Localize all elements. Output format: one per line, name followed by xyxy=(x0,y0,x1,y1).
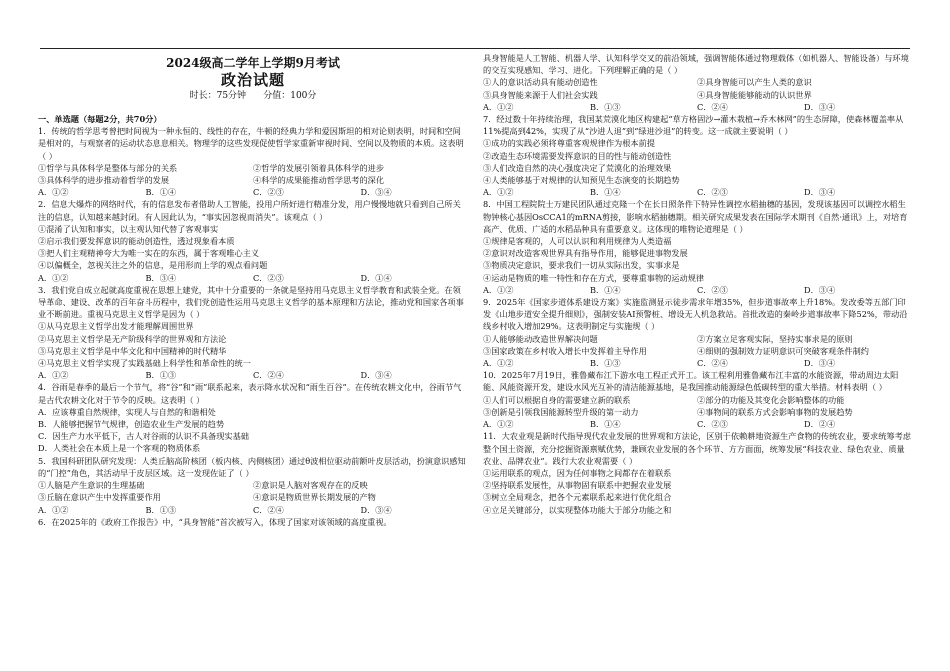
option: ③马克思主义哲学是中华文化和中国精神的时代精华 xyxy=(38,345,227,356)
option: ③人们改造自然的决心强度决定了荒漠化的治理效果 xyxy=(483,162,672,173)
option-row xyxy=(483,76,911,88)
option-row xyxy=(38,174,468,186)
choice-row xyxy=(483,418,911,430)
choice-b[interactable]: B．③④ xyxy=(145,272,177,283)
choice-b[interactable]: B．①④ xyxy=(590,284,621,295)
question-9 xyxy=(483,296,911,369)
choice-d[interactable]: D．①④ xyxy=(360,272,392,283)
question-1 xyxy=(38,125,468,198)
choice-row xyxy=(483,101,911,113)
choice-d[interactable]: D．②④ xyxy=(804,419,836,430)
question-4 xyxy=(38,381,468,454)
choice-a[interactable]: A．①② xyxy=(483,358,514,369)
choice-a[interactable]: A．①② xyxy=(483,284,514,295)
choice-d[interactable]: D．③④ xyxy=(360,187,392,198)
question-7 xyxy=(483,113,911,198)
choice-b[interactable]: B．人能够把握节气规律，创造农业生产发展的趋势 xyxy=(38,419,225,430)
question-stem: 7．经过数十年持续治理，我国某荒漠化地区构建起“草方格固沙→灌木栽植→乔木林网”的生态屏障，使森林覆盖率从11%提高到42%，实现了从“沙进人退”到“绿进沙退”的转变。这一成就主要说明（ ） xyxy=(483,114,904,137)
option: ③树立全局观念，把各个元素联系起来进行优化组合 xyxy=(483,492,672,503)
option-row xyxy=(483,394,911,406)
option-row xyxy=(38,479,468,491)
exam-title: 2024级高二学年上学期9月考试 xyxy=(166,56,340,70)
option: ①人的意识活动具有能动创造性 xyxy=(483,77,598,88)
choice-a[interactable]: A．应该尊重自然规律，实现人与自然的和谐相处 xyxy=(38,406,216,417)
choice-c[interactable]: C．②③ xyxy=(697,187,728,198)
choice-a[interactable]: A．①② xyxy=(38,370,69,381)
option: ④具身智能能够能动的认识世界 xyxy=(697,89,812,100)
option: ①运用联系的观点，因为任何事物之间都存在着联系 xyxy=(483,467,672,478)
question-6 xyxy=(38,516,468,528)
question-10 xyxy=(483,369,911,430)
choice-d[interactable]: D．③④ xyxy=(360,370,392,381)
option: ②哲学的发展引领着具体科学的进步 xyxy=(253,162,385,173)
option-row xyxy=(483,345,911,357)
choice-row xyxy=(38,504,468,516)
section-heading: 一、单选题（每题2分，共70分） xyxy=(38,114,162,124)
header-rule xyxy=(40,48,910,49)
option-row xyxy=(38,491,468,503)
question-stem: 1．传统的哲学思考曾把时间视为一种永恒的、线性的存在，牛顿的经典力学和爱因斯坦的相对论则表明，时间和空间是相对的，与观察者的运动状态息息相关。物理学的这些发现促使哲学家重新审视时间、空间以及物质的本质。这表明（ ） xyxy=(38,126,464,161)
option: ④人类能够基于对规律的认知预见生态演变的长期趋势 xyxy=(483,175,680,186)
exam-subject: 政治试题 xyxy=(220,71,285,89)
question-stem: 8．中国工程院院士万建民团队通过克隆一个在长日照条件下特异性调控水稻抽穗的基因，发现该基因可以调控水稻生物钟核心基因OsCCA1的mRNA剪接，影响水稻抽穗期。相关研究成果发表在国际学术期刊《自然·通讯》上，对培育高产、优质、广适的水稻品种具有重要意义。这体现的唯物论道理是（ ） xyxy=(483,199,908,234)
option-row xyxy=(38,162,468,174)
option: ③具身智能来源于人们社会实践 xyxy=(483,89,598,100)
choice-a[interactable]: A．①② xyxy=(38,504,69,515)
question-3 xyxy=(38,284,468,382)
question-stem: 9．2025年《国家步道体系建设方案》实施监测显示徒步需求年增35%，但步道事故率上升18%。发改委等五部门印发《山地步道安全提升细则》，强制安装AI预警桩、增设无人机急救站。首批改造的秦岭步道事故率下降52%，带动沿线乡村收入增加29%。这表明制定与实施规（ ） xyxy=(483,297,908,332)
option-row xyxy=(483,406,911,418)
option: ③丘脑在意识产生中发挥重要作用 xyxy=(38,492,161,503)
exam-header xyxy=(38,56,468,103)
choice-b[interactable]: B．①③ xyxy=(145,370,177,381)
choice-c[interactable]: C．②④ xyxy=(253,504,284,515)
choice-c[interactable]: C．②④ xyxy=(697,101,728,112)
question-stem: 10．2025年7月19日，雅鲁藏布江下游水电工程正式开工。该工程利用雅鲁藏布江丰富的水能资源，带动周边太阳能、风能资源开发，建设水风光互补的清洁能源基地，是我国推动能源绿色低碳转型的重大举措。材料表明（ ） xyxy=(483,370,899,393)
choice-row xyxy=(38,186,468,198)
option: ①人能够能动改造世界解决问题 xyxy=(483,333,598,344)
choice-b[interactable]: B．①④ xyxy=(590,187,621,198)
time-label: 时长：75分钟 xyxy=(189,91,247,101)
option: ①混淆了认知和事实，以主观认知代替了客观事实 xyxy=(38,223,219,234)
option: ④运动是物质的唯一特性和存在方式，要尊重事物的运动规律 xyxy=(483,272,705,283)
right-column xyxy=(483,52,911,516)
option: ④意识是物质世界长期发展的产物 xyxy=(253,492,376,503)
choice-c[interactable]: C．②③ xyxy=(253,187,284,198)
choice-b[interactable]: B．①③ xyxy=(145,504,177,515)
choice-row xyxy=(483,186,911,198)
question-stem: 3．我们党自成立起就高度重视在思想上建党，其中十分重要的一条就是坚持用马克思主义哲学教育和武装全党。在领导革命、建设、改革的百年奋斗历程中，我们党创造性运用马克思主义哲学的基本原理和方法论，推动党和国家各项事业不断前进。重视马克思主义哲学是因为（ ） xyxy=(38,284,464,320)
choice-c[interactable]: C．②③ xyxy=(253,272,284,283)
option: ①哲学与具体科学是整体与部分的关系 xyxy=(38,162,178,173)
question-11 xyxy=(483,430,911,515)
choice-b[interactable]: B．①④ xyxy=(145,187,177,198)
option: ③具体科学的进步推动着哲学的发展 xyxy=(38,175,170,186)
question-6-options xyxy=(483,52,911,113)
choice-d[interactable]: D．③④ xyxy=(804,187,836,198)
choice-row xyxy=(38,369,468,381)
question-stem: 6．在2025年的《政府工作报告》中，“具身智能”首次被写入，体现了国家对该领域的高度重视。 xyxy=(38,516,392,527)
question-6-stem-continued: 具身智能是人工智能、机器人学、认知科学交叉的前沿领域，强调智能体通过物理载体（如机器人、智能设备）与环境的交互实现感知、学习、进化。下列理解正确的是（ ） xyxy=(483,53,909,76)
choice-row xyxy=(483,357,911,369)
option: ②方案立足客观实际，坚持实事求是的原则 xyxy=(697,333,853,344)
question-stem: 4．谷雨是春季的最后一个节气，将“谷”和“雨”联系起来，表示降水状况和“雨生百谷”。在传统农耕文化中，谷雨节气是古代农耕文化对于节令的反映。这表明（ ） xyxy=(38,382,462,405)
option: ②坚持联系发展性，从事物固有联系中把握农业发展 xyxy=(483,480,672,491)
choice-b[interactable]: B．①④ xyxy=(590,419,621,430)
option: ①人脑是产生意识的生理基础 xyxy=(38,480,145,491)
option: ①成功的实践必须将尊重客观规律作为根本前提 xyxy=(483,138,655,149)
choice-row xyxy=(38,272,468,284)
exam-meta xyxy=(38,90,468,103)
option: ②马克思主义哲学是无产阶级科学的世界观和方法论 xyxy=(38,333,227,344)
option: ④马克思主义哲学实现了实践基础上科学性和革命性的统一 xyxy=(38,358,251,369)
question-5 xyxy=(38,455,468,516)
question-8 xyxy=(483,198,911,296)
score-label: 分值：100分 xyxy=(263,91,317,101)
option: ③把人们主观精神夸大为唯一实在的东西，属于客观唯心主义 xyxy=(38,248,260,259)
option: ①规律是客观的，人可以认识和利用规律为人类造福 xyxy=(483,236,672,247)
question-stem: 5．我国科研团队研究发现：人类丘脑高阶核团（板内核、内侧核团）通过θ波相位驱动前额叶皮层活动，扮演意识感知的“门控”角色，其活动早于皮层区域。这一发现佐证了（ ） xyxy=(38,455,466,478)
question-stem: 11．大农业观是新时代指导现代农业发展的世界观和方法论，区别于依赖耕地资源生产食物的传统农业，要求统筹考虑整个国土资源，充分挖掘资源禀赋优势，兼顾农业发展的各个环节、方方面面，统筹发展“科技农业、绿色农业、质量农业、品牌农业”。践行大农业观需要（ ） xyxy=(483,431,911,466)
choice-a[interactable]: A．①② xyxy=(483,187,514,198)
option: ②启示我们要发挥意识的能动创造性，透过现象看本质 xyxy=(38,236,235,247)
choice-d[interactable]: D．③④ xyxy=(804,358,836,369)
option: ④科学的成果能推动哲学思考的深化 xyxy=(253,175,385,186)
choice-a[interactable]: A．①② xyxy=(38,187,69,198)
choice-a[interactable]: A．①② xyxy=(483,101,514,112)
option: ①从马克思主义哲学出发才能理解周围世界 xyxy=(38,321,194,332)
option-row xyxy=(483,89,911,101)
choice-d[interactable]: D．③④ xyxy=(804,101,836,112)
option: ②意识对改造客观世界具有指导作用，能够促进事物发展 xyxy=(483,248,688,259)
choice-a[interactable]: A．①② xyxy=(483,419,514,430)
option: ①人们可以根据自身的需要建立新的联系 xyxy=(483,394,631,405)
option-row xyxy=(483,333,911,345)
option: ③物质决定意识，要求我们一切从实际出发，实事求是 xyxy=(483,260,680,271)
question-stem: 2．信息大爆炸的网络时代，有的信息发布者借助人工智能，投用户所好进行精准分发，用户慢慢地就只看到自己所关注的信息，认知越来越封闭。有人因此认为，“事实因忽视而消失”。该观点（ ） xyxy=(38,199,461,222)
choice-d[interactable]: D．③④ xyxy=(360,504,392,515)
choice-c[interactable]: C．②④ xyxy=(697,358,728,369)
option: ④细则的强制效力证明意识可突破客观条件制约 xyxy=(697,345,869,356)
question-2 xyxy=(38,198,468,283)
choice-b[interactable]: B．①③ xyxy=(590,101,621,112)
option: ③国家政策在乡村收入增长中发挥着主导作用 xyxy=(483,345,647,356)
choice-c[interactable]: C．因生产力水平低下，古人对谷雨的认识不具备现实基础 xyxy=(38,431,249,442)
option: ④以偏概全，忽视关注之外的信息，是用形而上学的观点看问题 xyxy=(38,260,268,271)
choice-a[interactable]: A．①② xyxy=(38,272,69,283)
choice-d[interactable]: D．③④ xyxy=(804,284,836,295)
option: ②部分的功能及其变化会影响整体的功能 xyxy=(697,394,845,405)
choice-c[interactable]: C．②③ xyxy=(697,284,728,295)
choice-c[interactable]: C．②④ xyxy=(253,370,284,381)
option: ②意识是人脑对客观存在的反映 xyxy=(253,480,368,491)
option: ④立足关键部分，以实现整体功能大于部分功能之和 xyxy=(483,504,672,515)
choice-row xyxy=(483,284,911,296)
option: ②改造生态环境需要发挥意识的目的性与能动创造性 xyxy=(483,150,672,161)
option: ④事物间的联系方式会影响事物的发展趋势 xyxy=(697,406,853,417)
option: ②具身智能可以产生人类的意识 xyxy=(697,77,812,88)
choice-b[interactable]: B．①③ xyxy=(590,358,621,369)
choice-c[interactable]: C．②③ xyxy=(697,419,728,430)
choice-d[interactable]: D．人类社会在本质上是一个客观的物质体系 xyxy=(38,443,201,454)
left-column xyxy=(38,56,468,528)
option: ③创新是引领我国能源转型升级的第一动力 xyxy=(483,406,639,417)
